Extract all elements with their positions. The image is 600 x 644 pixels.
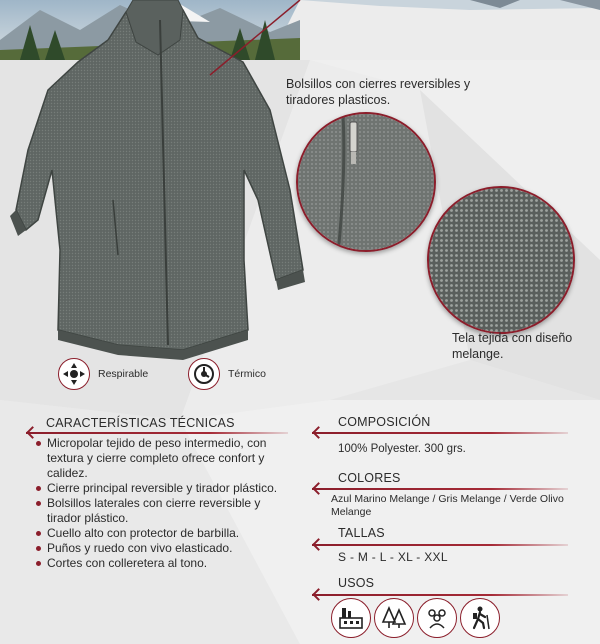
industry-icon — [331, 598, 371, 638]
feature-label: Térmico — [228, 368, 266, 380]
list-item: Micropolar tejido de peso intermedio, con textura y cierre completo ofrece confort y calidez. — [36, 436, 284, 481]
colors-text: Azul Marino Melange / Gris Melange / Verde Olivo Melange — [331, 493, 564, 518]
hiking-icon — [460, 598, 500, 638]
divider — [26, 432, 288, 434]
pocket-detail-image — [296, 112, 436, 252]
breathable-icon — [58, 358, 90, 390]
uses-title: USOS — [338, 576, 375, 590]
list-item: Bolsillos laterales con cierre reversible y tirador plástico. — [36, 496, 284, 526]
uses-icons — [331, 598, 500, 638]
technical-list — [36, 436, 284, 571]
feature-label: Respirable — [98, 368, 149, 380]
people-icon — [417, 598, 457, 638]
list-item: Cortes con colleretera al tono. — [36, 556, 284, 571]
colors-title: COLORES — [338, 471, 401, 485]
sizes-text: S - M - L - XL - XXL — [338, 550, 448, 564]
technical-title: CARACTERÍSTICAS TÉCNICAS — [46, 416, 235, 430]
divider — [312, 488, 568, 490]
divider — [312, 544, 568, 546]
list-item: Puños y ruedo con vivo elasticado. — [36, 541, 284, 556]
divider — [312, 594, 568, 596]
divider — [312, 432, 568, 434]
sizes-title: TALLAS — [338, 526, 385, 540]
pockets-caption: Bolsillos con cierres reversibles y tiradores plasticos. — [286, 77, 471, 107]
composition-text: 100% Polyester. 300 grs. — [338, 443, 466, 455]
thermal-icon — [188, 358, 220, 390]
fabric-detail-image — [427, 186, 575, 334]
composition-title: COMPOSICIÓN — [338, 415, 431, 429]
forest-icon — [374, 598, 414, 638]
feature-breathable — [58, 358, 148, 390]
feature-thermal — [188, 358, 266, 390]
list-item: Cuello alto con protector de barbilla. — [36, 526, 284, 541]
list-item: Cierre principal reversible y tirador plástico. — [36, 481, 284, 496]
fabric-caption: Tela tejida con diseño melange. — [452, 331, 573, 361]
